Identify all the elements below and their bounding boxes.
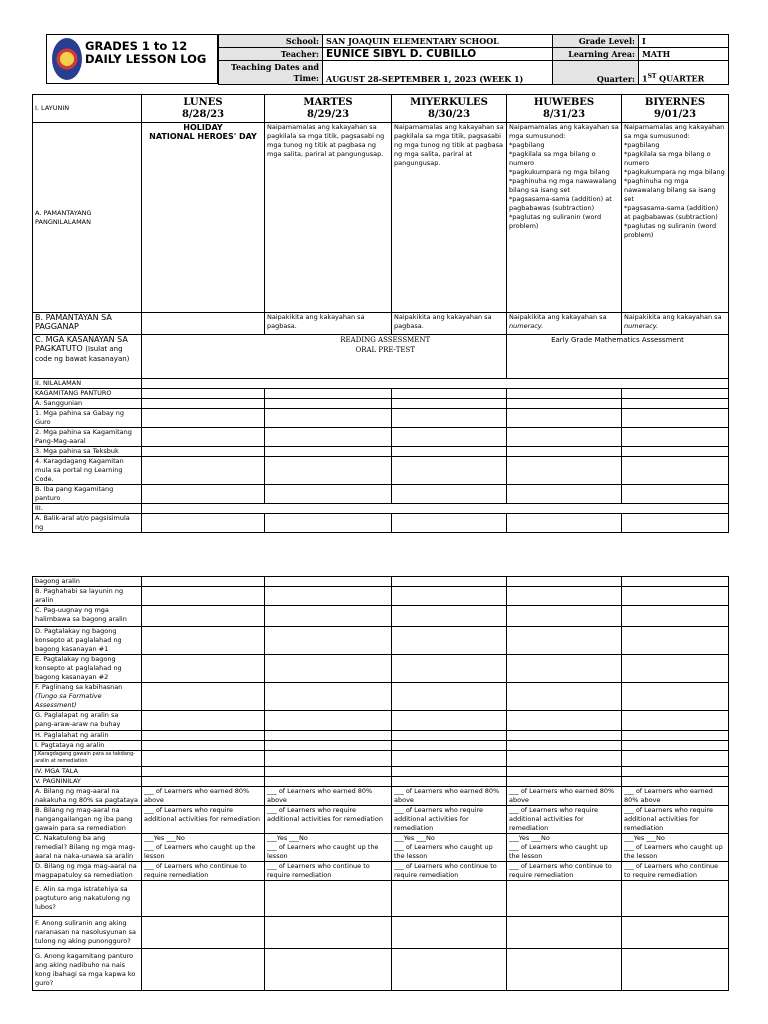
quarter-value [639,61,729,85]
school-label: School: [219,35,323,48]
caught-up-text: ___ of Learners who caught up the lesson [624,843,723,860]
b-wed-cell: Naipakikita ang kakayahan sa pagbasa. [392,313,507,335]
row-label: 1. Mga pahina sa Gabay ng Guro [33,409,142,428]
row-cell [392,741,507,751]
row-label: KAGAMITANG PANTURO [33,389,142,399]
refl-d-cell: ___ of Learners who continue to require remediation [507,862,622,881]
row-cell [622,428,729,447]
row-cell [265,399,392,409]
row-cell [265,949,392,991]
row-label-text: F. Paglinang sa kabihasnan [35,683,123,691]
row-cell [265,485,392,504]
row-cell [507,627,622,655]
a-fri-line: *pagsasama-sama (addition) at pagbabawas (subtraction) [624,204,719,221]
row-cell [622,917,729,949]
teaching-dates-value: AUGUST 28-SEPTEMBER 1, 2023 (WEEK 1) [323,61,553,85]
row-cell [142,504,729,514]
caught-up-text: ___ of Learners who caught up the lesson [144,843,256,860]
reading-assessment-cell [265,335,507,379]
row-cell [507,949,622,991]
kasanayan-sub: (Isulat ang code ng bawat kasanayan) [35,345,130,363]
row-label: 3. Mga pahina sa Teksbuk [33,447,142,457]
title-line-1: GRADES 1 to 12 [85,39,188,53]
row-cell [265,741,392,751]
a-fri-line: *paglutas ng suliranin (word problem) [624,222,717,239]
b-tue-cell: Naipakikita ang kakayahan sa pagbasa. [265,313,392,335]
row-cell [265,606,392,627]
row-label: A. Bilang ng mag-aaral na nakakuha ng 80% sa pagtataya [33,787,142,806]
row-label: 4. Karagdagang Kagamitan mula sa portal ng Learning Code. [33,457,142,485]
egma-cell: Early Grade Mathematics Assessment [507,335,729,379]
document-title [85,40,206,66]
caught-up-text: ___ of Learners who caught up the lesson [394,843,493,860]
refl-a-cell: ___ of Learners who earned 80% above [392,787,507,806]
a-thu-cell [507,123,622,313]
refl-c-cell [507,834,622,862]
row-cell [622,777,729,787]
row-cell [142,379,729,389]
teaching-dates-label-1: Teaching Dates and [230,61,319,72]
row-label: B. Iba pang Kagamitang panturo [33,485,142,504]
layunin-label: I. LAYUNIN [33,95,142,123]
row-cell [265,731,392,741]
row-cell [622,389,729,399]
refl-c-cell [392,834,507,862]
row-label: II. NILALAMAN [33,379,142,389]
row-cell [265,751,392,767]
row-cell [507,881,622,917]
quarter-number: 1 [642,74,648,84]
learning-area-label: Learning Area: [553,48,639,61]
row-cell [142,767,265,777]
refl-d-cell: ___ of Learners who continue to require remediation [392,862,507,881]
day-date: 8/28/23 [181,108,225,120]
refl-b-cell: ___ of Learners who require additional activities for remediation [622,806,729,834]
lesson-log-table-top [32,94,729,533]
row-label: V. PAGNINILAY [33,777,142,787]
row-label: I. Pagtataya ng aralin [33,741,142,751]
row-label: G. Anong kagamitang panturo ang aking nadibuho na nais kong ibahagi sa mga kapwa ko guro? [33,949,142,991]
row-cell [392,514,507,533]
row-cell [265,881,392,917]
row-cell [142,917,265,949]
refl-b-cell: ___ of Learners who require additional activities for remediation [507,806,622,834]
row-label: F. Anong suliranin ang aking naranasan na nasolusyunan sa tulong ng aking punongguro? [33,917,142,949]
row-cell [142,751,265,767]
a-mon-cell [142,123,265,313]
b-thu-text: Naipakikita ang kakayahan sa [509,313,607,321]
row-cell [142,409,265,428]
row-cell [622,731,729,741]
row-cell [142,731,265,741]
row-cell [622,514,729,533]
row-cell [142,514,265,533]
day-name: LUNES [183,96,223,108]
row-cell [507,606,622,627]
day-header-wed [392,95,507,123]
row-cell [507,767,622,777]
quarter-label: Quarter: [553,61,639,85]
title-line-2: DAILY LESSON LOG [85,52,207,66]
b-mon-cell [142,313,265,335]
a-fri-cell [622,123,729,313]
day-date: 8/30/23 [427,108,471,120]
row-cell [507,577,622,587]
a-thu-line: *pagkilala sa mga bilang o numero [509,150,596,167]
day-header-mon [142,95,265,123]
row-label: III. [33,504,142,514]
day-name: MIYERKULES [410,96,488,108]
school-value: SAN JOAQUIN ELEMENTARY SCHOOL [323,35,553,48]
lesson-log-table-bottom [32,576,729,991]
row-cell [622,683,729,711]
row-cell [142,683,265,711]
yes-no-text: ___Yes ___No [267,834,308,842]
row-cell [392,389,507,399]
row-cell [392,731,507,741]
row-cell [622,881,729,917]
row-label: D. Bilang ng mga mag-aaral na magpapatuloy sa remediation [33,862,142,881]
refl-c-cell [265,834,392,862]
c-mon-cell [142,335,265,379]
row-cell [507,409,622,428]
row-cell [265,627,392,655]
row-label: bagong aralin [33,577,142,587]
a-thu-line: Naipamamalas ang kakayahan sa mga sumusunod: [509,123,619,140]
row-cell [142,587,265,606]
row-cell [392,627,507,655]
row-cell [622,767,729,777]
a-fri-line: *pagbilang [624,141,660,149]
row-cell [622,485,729,504]
row-label: B. Bilang ng mag-aaral na nangangailangan ng iba pang gawain para sa remediation [33,806,142,834]
row-cell [622,627,729,655]
row-cell [507,447,622,457]
row-cell [392,399,507,409]
header-info-table [218,34,729,85]
pamantayang-pangnilalaman-label: A. PAMANTAYANG PANGNILALAMAN [33,123,142,313]
row-cell [142,485,265,504]
row-cell [265,777,392,787]
refl-a-cell: ___ of Learners who earned 80% above [507,787,622,806]
pagganap-label: B. PAMANTAYAN SA PAGGANAP [33,313,142,335]
row-cell [622,711,729,731]
a-thu-line: *pagkukumpara ng mga bilang [509,168,610,176]
teaching-dates-label-2: Time: [293,72,319,83]
row-cell [392,428,507,447]
yes-no-text: ___Yes ___No [144,834,185,842]
row-cell [265,587,392,606]
row-cell [507,485,622,504]
yes-no-text: ___Yes ___No [624,834,665,842]
row-cell [392,949,507,991]
a-thu-line: *pagbilang [509,141,545,149]
holiday-line-2: NATIONAL HEROES' DAY [149,132,257,141]
grade-label: Grade Level: [553,35,639,48]
row-cell [265,767,392,777]
teacher-label: Teacher: [219,48,323,61]
b-thu-emphasis: numeracy. [509,322,544,330]
row-cell [142,777,265,787]
row-label: A. Sanggunian [33,399,142,409]
row-cell [392,683,507,711]
yes-no-text: ___Yes ___No [394,834,435,842]
row-cell [507,917,622,949]
row-cell [142,627,265,655]
row-cell [265,428,392,447]
row-cell [265,389,392,399]
refl-c-cell [622,834,729,862]
row-label [33,683,142,711]
row-cell [142,399,265,409]
a-thu-line: *paglutas ng suliranin (word problem) [509,213,602,230]
a-wed-cell: Naipamamalas ang kakayahan sa pagkilala sa mga titik, pagsasabi ng mga tunog ng titik at pagbasa ng mga salita, pariral at pangungusap. [392,123,507,313]
row-cell [392,655,507,683]
holiday-line-1: HOLIDAY [183,123,223,132]
row-cell [265,447,392,457]
row-cell [507,457,622,485]
day-name: BIYERNES [644,96,706,108]
day-header-thu [507,95,622,123]
refl-d-cell: ___ of Learners who continue to require remediation [142,862,265,881]
row-cell [507,711,622,731]
refl-a-cell: ___ of Learners who earned 80% above [622,787,729,806]
caught-up-text: ___ of Learners who caught up the lesson [267,843,379,860]
row-cell [265,514,392,533]
a-tue-cell: Naipamamalas ang kakayahan sa pagkilala sa mga titik, pagsasabi ng mga tunog ng titik at pagbasa ng mga salita, pariral at pangungusap. [265,123,392,313]
refl-d-cell: ___ of Learners who continue to require remediation [622,862,729,881]
row-cell [142,741,265,751]
row-cell [507,777,622,787]
row-cell [392,751,507,767]
kasanayan-label: C. MGA KASANAYAN SA PAGKATUTO [35,335,128,353]
row-cell [622,447,729,457]
a-fri-line: *paghinuha ng mga nawawalang bilang sa isang set [624,177,716,203]
row-cell [142,428,265,447]
day-name: HUWEBES [533,96,595,108]
caught-up-text: ___ of Learners who caught up the lesson [509,843,608,860]
refl-d-cell: ___ of Learners who continue to require remediation [265,862,392,881]
row-cell [507,399,622,409]
row-cell [265,655,392,683]
day-name: MARTES [303,96,353,108]
row-cell [507,751,622,767]
row-cell [265,683,392,711]
row-cell [142,389,265,399]
row-cell [142,606,265,627]
row-cell [622,577,729,587]
reading-assessment-line-1: READING ASSESSMENT [340,336,431,344]
row-cell [142,711,265,731]
row-label: J.Karagdagang gawain para sa takdang-aralin at remediation [33,751,142,767]
row-cell [392,777,507,787]
day-date: 8/29/23 [306,108,350,120]
teacher-value: EUNICE SIBYL D. CUBILLO [323,48,553,61]
row-cell [265,409,392,428]
refl-a-cell: ___ of Learners who earned 80% above [142,787,265,806]
yes-no-text: ___Yes ___No [509,834,550,842]
a-fri-line: *pagkilala sa mga bilang o numero [624,150,711,167]
row-cell [392,606,507,627]
a-thu-line: *pagsasama-sama (addition) at pagbabawas (subtraction) [509,195,612,212]
row-cell [392,711,507,731]
row-cell [142,949,265,991]
row-cell [392,881,507,917]
a-thu-line: *paghinuha ng mga nawawalang bilang sa isang set [509,177,617,194]
row-cell [142,881,265,917]
row-cell [392,447,507,457]
learning-area-value: MATH [639,48,729,61]
reading-assessment-line-2: ORAL PRE-TEST [355,346,416,354]
row-cell [507,587,622,606]
day-date: 8/31/23 [542,108,586,120]
row-cell [392,577,507,587]
refl-c-cell [142,834,265,862]
row-cell [622,741,729,751]
row-cell [142,577,265,587]
refl-b-cell: ___ of Learners who require additional activities for remediation [392,806,507,834]
row-label: E. Alin sa mga istratehiya sa pagtuturo ang nakatulong ng lubos? [33,881,142,917]
quarter-word: QUARTER [656,74,705,84]
row-cell [622,751,729,767]
logo-title-box [46,34,218,84]
a-fri-line: Naipamamalas ang kakayahan sa mga sumusunod: [624,123,725,140]
row-cell [265,457,392,485]
row-cell [142,655,265,683]
row-label: H. Paglalahat ng aralin [33,731,142,741]
row-label: 2. Mga pahina sa Kagamitang Pang-Mag-aaral [33,428,142,447]
row-cell [392,457,507,485]
row-cell [622,409,729,428]
deped-seal-icon [52,38,82,80]
row-label: B. Paghahabi sa layunin ng aralin [33,587,142,606]
day-date: 9/01/23 [653,108,697,120]
b-thu-cell [507,313,622,335]
row-label-sub: (Tungo sa Formative Assessment) [35,692,102,709]
row-label: E. Pagtalakay ng bagong konsepto at paglalahad ng bagong kasanayan #2 [33,655,142,683]
row-cell [142,457,265,485]
day-header-tue [265,95,392,123]
row-cell [622,949,729,991]
row-cell [622,587,729,606]
teaching-dates-label [219,61,323,85]
b-fri-emphasis: numeracy. [624,322,659,330]
row-cell [392,587,507,606]
refl-a-cell: ___ of Learners who earned 80% above [265,787,392,806]
row-cell [142,447,265,457]
row-cell [622,457,729,485]
row-cell [507,683,622,711]
row-cell [622,655,729,683]
row-cell [265,577,392,587]
refl-b-cell: ___ of Learners who require additional activities for remediation [142,806,265,834]
row-label: C. Nakatulong ba ang remedial? Bilang ng mga mag-aaral na naka-unawa sa aralin [33,834,142,862]
row-cell [392,485,507,504]
row-label: A. Balik-aral at/o pagsisimula ng [33,514,142,533]
row-cell [622,399,729,409]
day-header-fri [622,95,729,123]
row-cell [265,711,392,731]
row-cell [507,655,622,683]
quarter-suffix: ST [647,73,657,81]
refl-b-cell: ___ of Learners who require additional activities for remediation [265,806,392,834]
row-cell [392,409,507,428]
row-cell [507,741,622,751]
b-fri-cell [622,313,729,335]
row-label: C. Pag-uugnay ng mga halimbawa sa bagong aralin [33,606,142,627]
row-cell [507,514,622,533]
row-label: G. Paglalapat ng aralin sa pang-araw-araw na buhay [33,711,142,731]
row-cell [507,731,622,741]
row-cell [507,428,622,447]
row-label: D. Pagtalakay ng bagong konsepto at paglalahad ng bagong kasanayan #1 [33,627,142,655]
grade-value: I [639,35,729,48]
row-label: IV. MGA TALA [33,767,142,777]
row-cell [507,389,622,399]
kasanayan-cell [33,335,142,379]
b-fri-text: Naipakikita ang kakayahan sa [624,313,722,321]
row-cell [265,917,392,949]
row-cell [622,606,729,627]
row-cell [392,917,507,949]
row-cell [392,767,507,777]
a-fri-line: *pagkukumpara ng mga bilang [624,168,725,176]
